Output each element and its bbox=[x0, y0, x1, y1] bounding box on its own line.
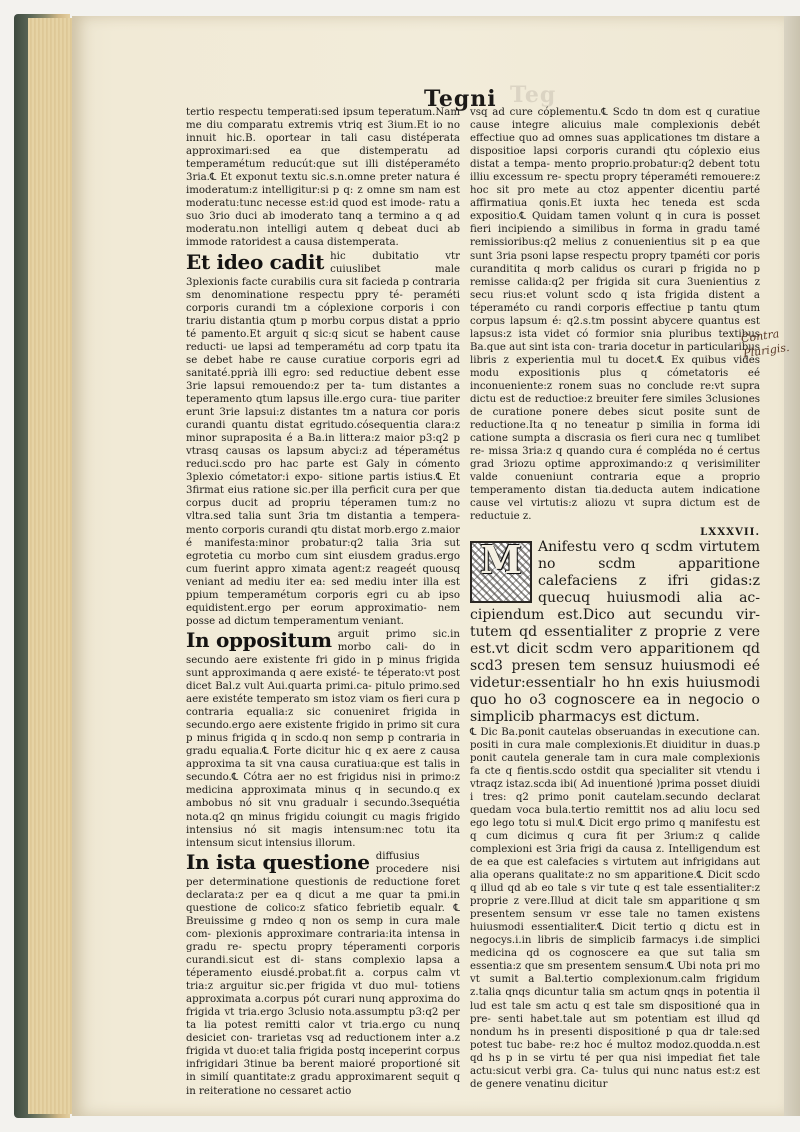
running-title: Tegni bbox=[424, 86, 497, 112]
left-paragraph-4 bbox=[186, 850, 460, 1098]
left-paragraph-1: tertio respectu temperati:sed ipsum teperatum.Nam me diu comparatu extremis vtriq est 3ium.Et io no innuit hic.B. oportear in tali casu distéperata approximari:sed ea que distemperatu ad temperamétum reducút:que sut illi distéperaméto 3ria.℄ Et exponut textu sic.s.n.omne preter natura é imoderatum:z intelligitur:si p q: z omne sm nam est moderatu:tunc necesse est:id quod est imode- ratu a suo 3rio duci ab imoderato tanq a termino a q ad moderatu.non intelligi autem q debeat duci ab immode ratoridest a causa distemperata. bbox=[186, 107, 460, 249]
margin-note-line-1: Contra bbox=[740, 327, 781, 346]
left-paragraph-4-text: diffusius procedere nisi per determinatione questionis de reductione foret declarata:z per ea q dicut a me quar ta pmi.in questione de colico:z sfatico febrietib equalr. ℄ Breuissime g rndeo q non os semp in cura male com- plexionis approximare contraria:ita intensa in gradu re- spectu propry téperamenti corporis curandi.sicut est di- stans complexio lapsa a téperamento eiusdé.probat.fit a. corpus calm vt tria:z arguitur sic.per frigida vt duo mul- totiens approximata a.corpus pót curari nunq approxima do frigida vt tria.ergo 3clusio nota.assumptu p3:q2 per ta lia potest remitti calor vt tria.ergo cu nunq desiciet con- trarietas vsq ad reductionem inter a.z frigida vt duo:et talia frigida postq inceperint corpus infrigidari 3tinue ba berent maioré proportioné sit in similí quantitate:z gradu approximarent sequit q in reiteratione no cessaret actio bbox=[186, 850, 460, 1097]
section-heading-et-ideo-cadit: Et ideo cadit bbox=[186, 249, 325, 274]
left-paragraph-3-text: arguit primo sic.in morbo cali- do in secundo aere existente fri gido in p minus frigida sunt approximanda q aere existé- te téperato:vt post dicet Bal.z vult Aui.quarta primi.ca- pitulo primo.sed aere existéte temperato sm istoz viam os fieri cura p contraria equalia:z sic conueniret frigida in secundo.ergo aere existente frigido in primo sit cura p minus frigida q in scdo.q non semp p contraria in gradu equalia.℄ Forte dicitur hic q ex aere z causa approxima ta sit vna causa curatiua:que est talis in secundo.℄ Cótra aer no est frigidus nisi in primo:z medicina approximata minus q in secundo.q ex ambobus nó sit vnu gradualr i secundo.3sequétia nota.q2 qn minus frigidu coiungit cu magis frigido intensius nó sit magis intensum:nec totu ita intensum sicut intensius illorum. bbox=[186, 628, 460, 849]
left-paragraph-2 bbox=[186, 250, 460, 628]
initial-letter: M bbox=[479, 536, 523, 582]
left-paragraph-3 bbox=[186, 628, 460, 850]
decorated-initial-m bbox=[470, 536, 532, 603]
chapter-number: LXXXVII. bbox=[700, 525, 760, 538]
bleed-through-text: Teg bbox=[510, 82, 557, 108]
right-paragraph-2 bbox=[470, 536, 760, 726]
right-paragraph-3: ℄ Dic Ba.ponit cautelas obseruandas in executione can. positi in cura male complexionis.Et diuiditur in duas.p ponit cautela generale tam in cura male complexionis fa cte q fientis.scdo ostdit qua specialiter sit vtendu i vtraqz istaz.scda ibi( Ad inuentioné )prima posset diuidi i tres: q2 primo ponit cautelam.secundo declarat quedam voca bula.tertio remittit nos ad aliu locu sed ego lego totu si mul.℄ Dicit ergo primo q manifestu est q cum dicimus q cura fit per 3rium:z q calide complexioni est 3ria frigi da causa z. Intelligendum est de ea que est calefacies s virtutem aut infrigidans aut alia operans qualitate:z no sm apparitione.℄ Dicit scdo q illud qd ab eo tale s vir tute q est tale essentialiter:z proprie z vere.Illud at dicit tale sm apparitione q sm presentem sensum vr esse tale no tamen existens huiusmodi essentialiter.℄ Dicit tertio q dictu est in negocys.i.in libris de simplicib farmacys i.de simplici medicina qd os cognoscere ea que sut talia sm essentia:z que sm presentem sensum.℄ Ubi nota pri mo vt sumit a Bal.tertio complexionum.calm frigidum z.talia qnqs dicuntur talia sm actum qnqs in potentia il lud est tale sm actu q est tale sm dispositioné qua in pre- senti habet.tale aut sm potentiam est illud qd nondum hs in presenti dispositioné p qua dr tale:sed potest tuc babe- re:z hoc é multoz modoz.quodda.n.est qd hs p in se virtu té per qua nisi impediat fiet tale actu:sicut verbi gra. Ca- tulus qui nunc natus est:z est de genere venatinu dicitur bbox=[470, 726, 760, 1090]
right-paragraph-2-text: Anifestu vero q scdm virtutem no scdm apparitione calefaciens z ifri gidas:z quecuq huiusmodi alia ac- cipiendum est.Dico aut secundu vir- tutem qd essentialiter z proprie z vere est.vt dicit scdm vero apparitionem qd scd3 presen tem sensuz huiusmodi eé videtur:essentialr ho hn exis huiusmodi quo ho o3 cognoscere ea in negocio o simplicib pharmacys est dictum. bbox=[470, 538, 760, 725]
right-gutter bbox=[784, 16, 800, 1116]
right-paragraph-1: vsq ad cure cóplementu.℄ Scdo tn dom est q curatiue cause integre alicuius male complexionis debét effectiue quo ad omnes suas applicationes tm distare a dispositioe lapsi corporis curandi qtu cóplexio eius distat a tempa- mento proprio.probatur:q2 debent totu illiu excessum re- spectu propry téperaméti remouere:z hoc sit pro mete au ctoz appenter dicentiu parté affirmatiua qonis.Et iuxta hec teneda est scda expositio.℄ Quidam tamen volunt q in cura is posset fieri incipiendo a similibus in forma in gradu tamé remissioribus:q2 melius z conuenientius sit p ea que sunt 3ria psoni lapse respectu propry tpaméti cor poris curanditita q morb calidus os curari p frigida no p remisse calida:q2 per frigida sit cura 3uenientius z secu rius:et volunt scdo q ista frigida distent a téperaméto cu randi corporis effectiue p tantu qtum corpus lapsum é: q2.s.tm possint abycere quantus est lapsus:z ista videt có formior snia pluribus textibus Ba.que aut sint ista con- traria docetur in particularibus libris z experientia mul tu docet.℄ Ex quibus vides modu expositionis plus q cómetatoris eé inconueniente:z ronem suas no conclude re:vt supra dictu est de reductioe:z breuiter fere similes 3clusiones de curatione ponere debes sicut posite sunt de reductione.Ita q no teneatur p similia in forma idi catione sumpta a discrasia os fieri cura nec q tumlibet re- missa 3ria:z q quando cura é compléda no é certus grad 3riozu optime approximando:z q verisimiliter valde conueniunt contraria eque a proprio temperamento distan tia.deducta autem indicatione cause vel virtutis:z aliozu vt supra dictum est de reductuie z. bbox=[470, 107, 761, 523]
right-text-column bbox=[470, 106, 761, 1090]
section-heading-in-oppositum: In oppositum bbox=[186, 627, 332, 652]
left-paragraph-2-text: hic dubitatio vtr cuiuslibet male 3plexionis facte curabilis cura sit facieda p contraria sm denominatione respectu ppry té- peraméti corporis curandi tm a cóplexione corporis i con trariu distantia qtum p morbu corpus distat a pprio té pamento.Et arguit q sic:q sicut se habent cause reducti- ue lapsi ad temperamétu ad corp tpatu ita se debet habe re cause curatiue corporis egri ad sanitaté.pprià illi egro: sed reductiue debent esse 3rie lapsui remouendo:z per ta- tum distantes a teperamento qtum lapsus ille.ergo cura- tiue pariter erunt 3rie lapsui:z distantes tm a natura cor poris curandi quantu distat egritudo.cósequentia clara:z minor supraposita é a Ba.in littera:z maior p3:q2 p vtrasq causas os lapsum abyci:z ad téperamétus reduci.scdo pro hac parte est Galy in cómento 3plexio cómetator:i expo- sitione partis istius.℄ Et 3firmat eius ratione sic.per illa perficit cura per que corpus ducit ad propriu téperamen tum:z no vltra.sed talia sunt 3ria tm distantia a tempera- mento corporis curandi qtu distat morb.ergo z.maior é manifesta:minor probatur:q2 talia 3ria sut egrotetia cu morbo cum sint eiusdem gradus.ergo cum fuerint appro ximata agent:z reageét quousq veniant ad mediu iter ea: sed mediu inter illa est ppium temperamétum corporis egri cu ab ipso equidistent.ergo per eorum approximatio- nem posse ad dictum temperamentum veniant. bbox=[186, 250, 460, 627]
section-heading-in-ista-questione: In ista questione bbox=[186, 849, 370, 874]
margin-note-line-2: Plurigis. bbox=[742, 340, 791, 361]
left-text-column bbox=[186, 106, 460, 1097]
